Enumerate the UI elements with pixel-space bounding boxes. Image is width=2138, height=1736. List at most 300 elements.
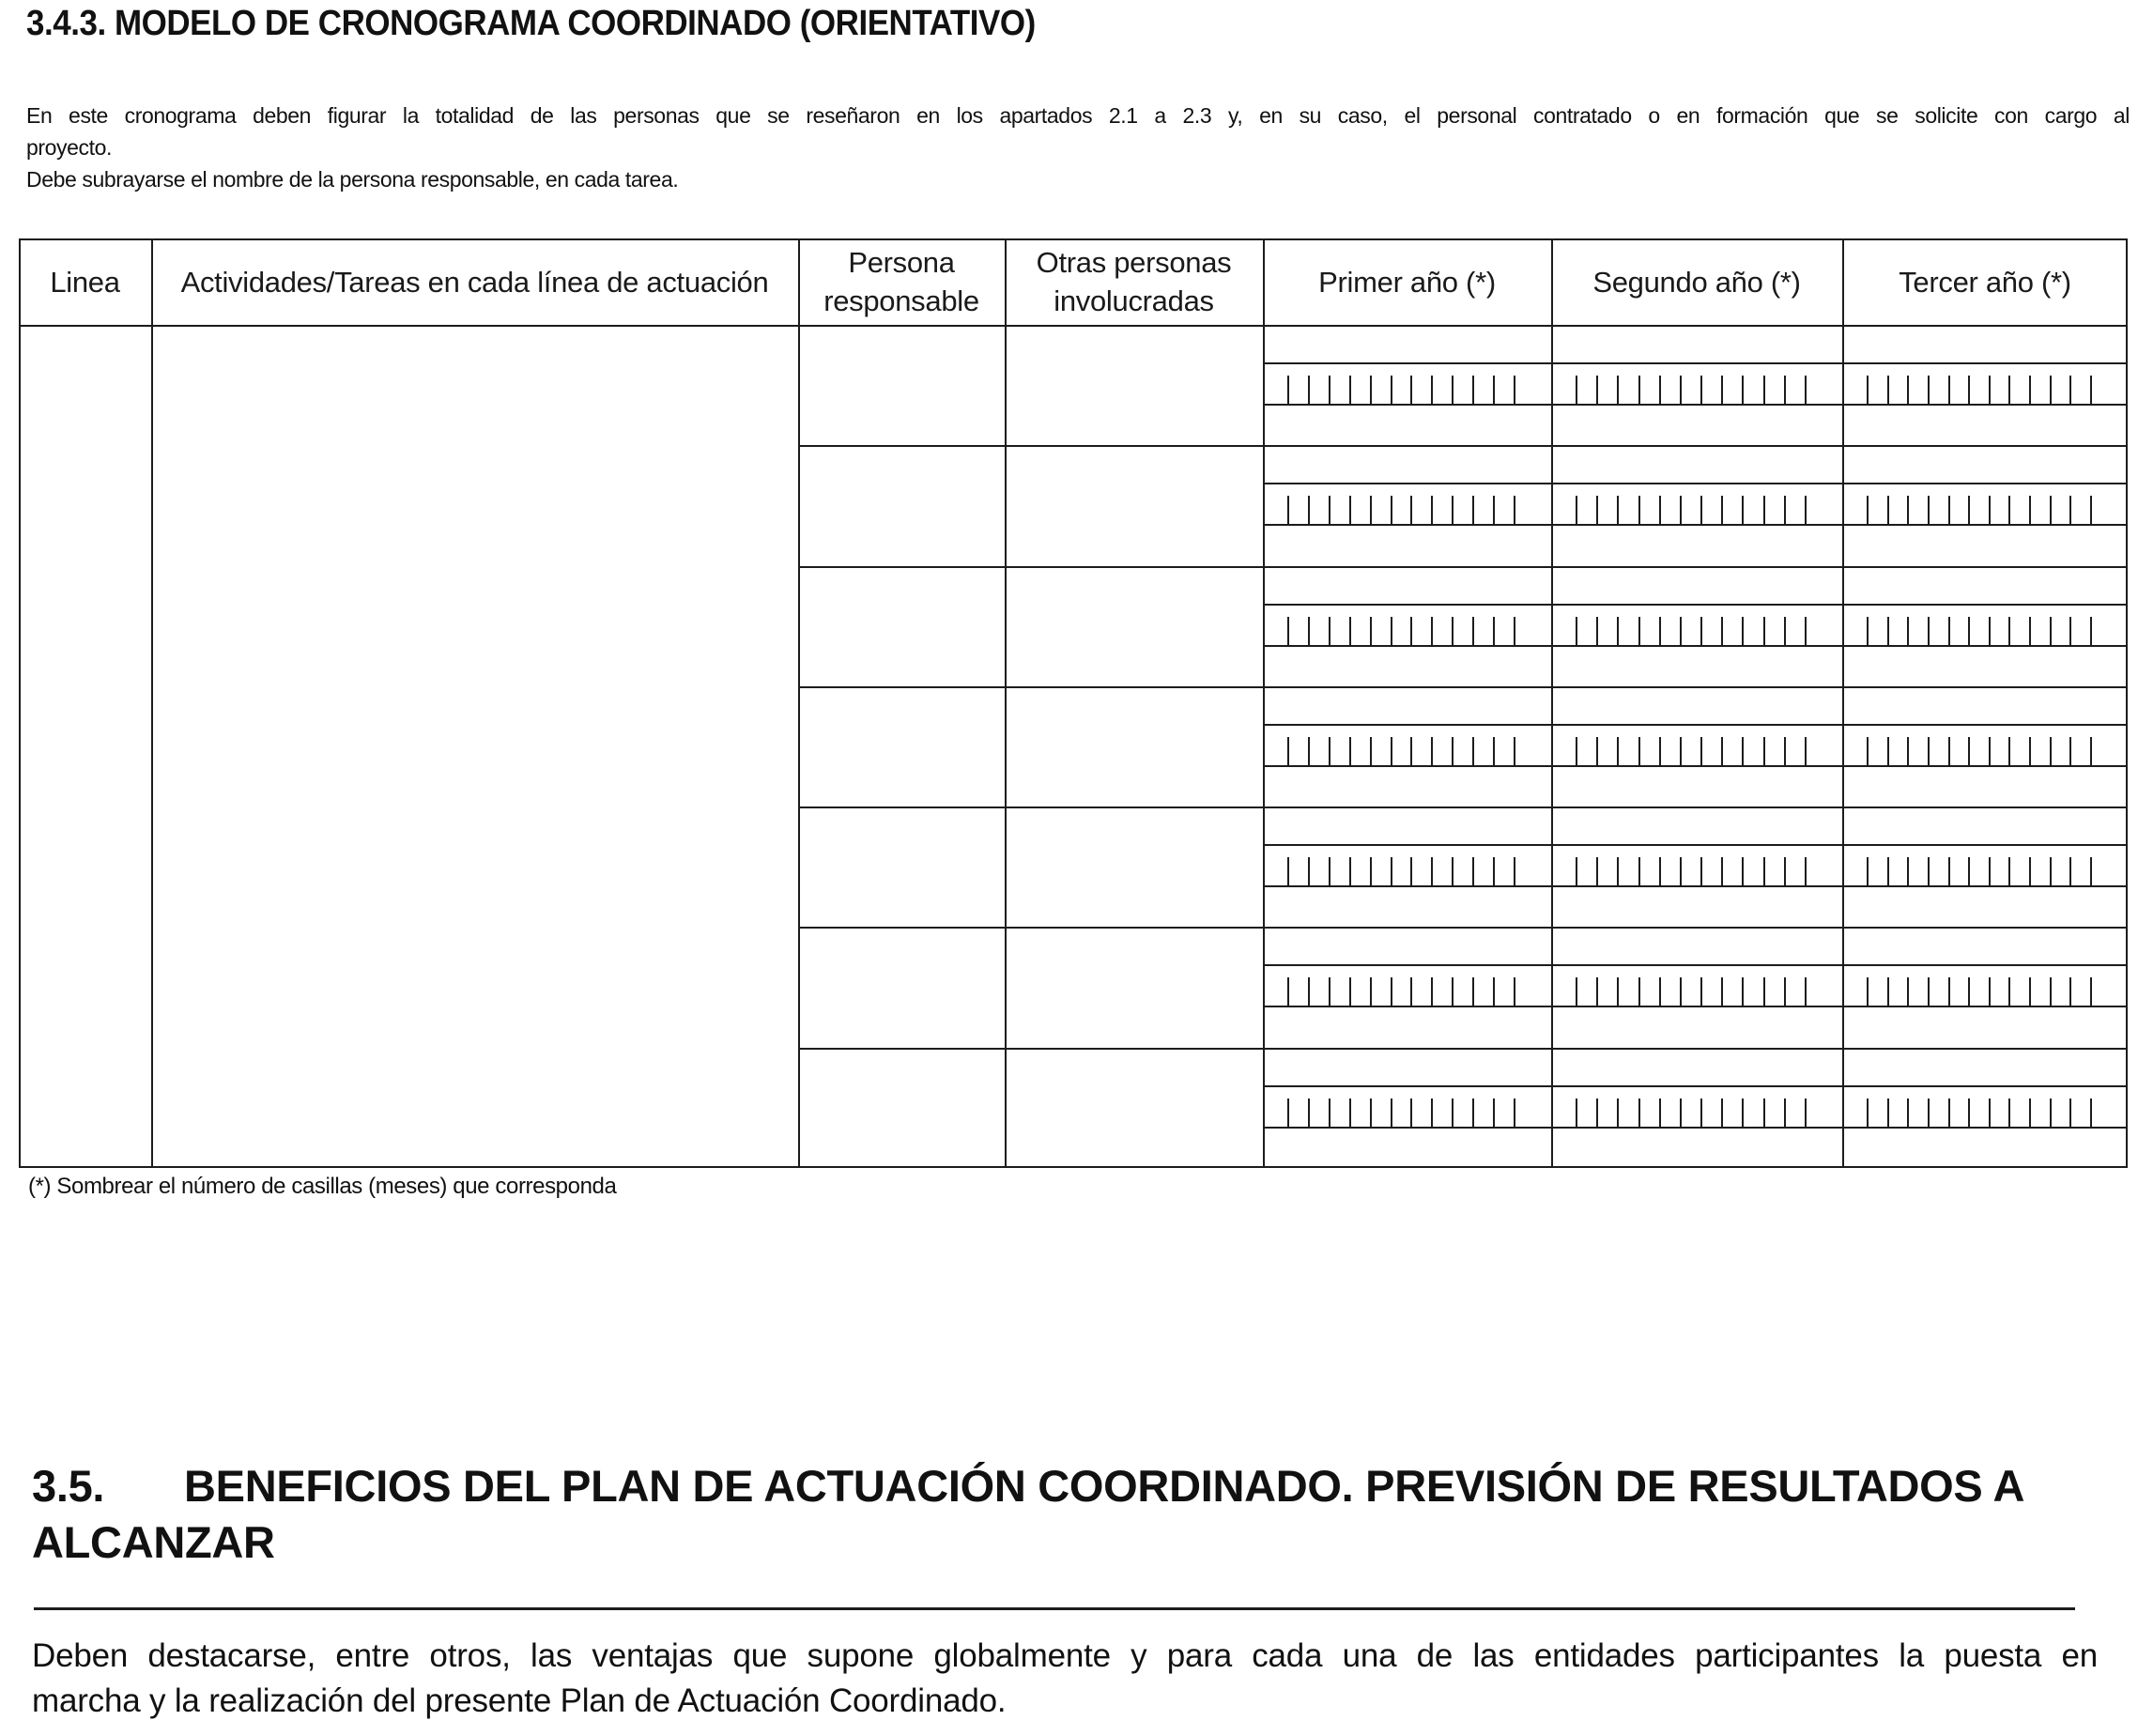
month-cell-tick[interactable] [1784,617,1786,645]
month-cell-tick[interactable] [1659,496,1661,524]
month-cell-tick[interactable] [1763,1098,1765,1127]
month-cell-tick[interactable] [1721,496,1723,524]
month-cell-tick[interactable] [1514,737,1515,765]
month-cell-tick[interactable] [1349,617,1351,645]
month-cell-tick[interactable] [2029,977,2031,1006]
month-cell-tick[interactable] [1989,496,1991,524]
month-cell-tick[interactable] [1308,617,1310,645]
month-cell-tick[interactable] [1968,977,1970,1006]
month-cell-tick[interactable] [1805,376,1807,404]
month-cell-tick[interactable] [1989,737,1991,765]
month-cell-tick[interactable] [1784,857,1786,885]
month-strip-bottom [1263,524,1551,526]
month-cell-tick[interactable] [1308,376,1310,404]
table-border-left [19,238,21,1168]
month-cell-tick[interactable] [1948,737,1950,765]
month-cell-tick[interactable] [1763,857,1765,885]
month-cell-tick[interactable] [1867,496,1869,524]
month-cell-tick[interactable] [1867,617,1869,645]
month-strip-top [1551,844,1842,846]
month-cell-tick[interactable] [1472,496,1474,524]
month-cell-tick[interactable] [2008,496,2010,524]
month-cell-tick[interactable] [2008,1098,2010,1127]
month-cell-tick[interactable] [2069,857,2071,885]
month-cell-tick[interactable] [1887,496,1889,524]
month-cell-tick[interactable] [1349,496,1351,524]
month-cell-tick[interactable] [1617,857,1619,885]
month-cell-tick[interactable] [1989,857,1991,885]
month-cell-tick[interactable] [1907,496,1909,524]
month-cell-tick[interactable] [1472,617,1474,645]
month-cell-tick[interactable] [1867,857,1869,885]
month-cell-tick[interactable] [1329,496,1330,524]
month-cell-tick[interactable] [1410,376,1412,404]
month-cell-tick[interactable] [1742,1098,1744,1127]
month-cell-tick[interactable] [1763,617,1765,645]
month-cell-tick[interactable] [1617,617,1619,645]
month-cell-tick[interactable] [1907,977,1909,1006]
month-cell-tick[interactable] [1576,496,1577,524]
month-strip-bottom [1551,524,1842,526]
month-cell-tick[interactable] [1349,737,1351,765]
section-title-35 [32,1458,2079,1571]
month-strip-top [1551,964,1842,966]
month-cell-tick[interactable] [1948,617,1950,645]
month-strip-bottom [1551,404,1842,406]
month-cell-tick[interactable] [1700,857,1702,885]
month-cell-tick[interactable] [1617,1098,1619,1127]
month-cell-tick[interactable] [1308,977,1310,1006]
month-cell-tick[interactable] [1928,376,1930,404]
month-cell-tick[interactable] [1805,737,1807,765]
month-cell-tick[interactable] [1370,617,1372,645]
month-cell-tick[interactable] [2029,737,2031,765]
month-cell-tick[interactable] [1805,1098,1807,1127]
month-cell-tick[interactable] [1452,376,1454,404]
month-cell-tick[interactable] [1887,977,1889,1006]
month-cell-tick[interactable] [1742,977,1744,1006]
section-number-35: 3.5. [32,1461,105,1511]
intro-line-1: En este cronograma deben figurar la totalidad de las personas que se reseñaron en los apartados 2.1 a 2.3 y, en su caso, el personal contratado o en formación que se solicite con cargo al [26,103,2130,128]
month-cell-tick[interactable] [1410,857,1412,885]
month-cell-tick[interactable] [1700,977,1702,1006]
month-cell-tick[interactable] [1452,977,1454,1006]
month-cell-tick[interactable] [1680,857,1682,885]
month-cell-tick[interactable] [1308,1098,1310,1127]
month-cell-tick[interactable] [1763,977,1765,1006]
month-cell-tick[interactable] [1742,376,1744,404]
month-cell-tick[interactable] [1763,737,1765,765]
month-cell-tick[interactable] [1410,617,1412,645]
month-cell-tick[interactable] [1370,1098,1372,1127]
month-cell-tick[interactable] [1805,857,1807,885]
month-cell-tick[interactable] [1784,376,1786,404]
month-cell-tick[interactable] [1928,617,1930,645]
month-strip-bottom [1842,404,2128,406]
section-intro [26,100,2130,195]
month-strip-bottom [1551,885,1842,887]
month-cell-tick[interactable] [1349,376,1351,404]
month-cell-tick[interactable] [2069,737,2071,765]
header-actividades: Actividades/Tareas en cada línea de actuación [180,265,769,299]
month-cell-tick[interactable] [2050,1098,2052,1127]
month-cell-tick[interactable] [1784,1098,1786,1127]
month-cell-tick[interactable] [1928,977,1930,1006]
month-cell-tick[interactable] [1452,857,1454,885]
month-cell-tick[interactable] [1784,737,1786,765]
month-cell-tick[interactable] [2069,977,2071,1006]
month-cell-tick[interactable] [1287,737,1289,765]
month-cell-tick[interactable] [1948,977,1950,1006]
month-cell-tick[interactable] [1431,737,1433,765]
month-cell-tick[interactable] [1410,977,1412,1006]
month-cell-tick[interactable] [1514,496,1515,524]
month-cell-tick[interactable] [1742,617,1744,645]
month-cell-tick[interactable] [1472,1098,1474,1127]
month-cell-tick[interactable] [1907,617,1909,645]
month-cell-tick[interactable] [1742,857,1744,885]
month-cell-tick[interactable] [1576,977,1577,1006]
month-cell-tick[interactable] [1391,617,1392,645]
month-cell-tick[interactable] [1472,857,1474,885]
row-divider [798,686,2128,688]
month-cell-tick[interactable] [2090,1098,2092,1127]
month-cell-tick[interactable] [1721,737,1723,765]
month-cell-tick[interactable] [1287,977,1289,1006]
month-cell-tick[interactable] [1287,376,1289,404]
table-border-bottom [19,1166,2128,1168]
month-strip-bottom [1263,1127,1551,1129]
month-cell-tick[interactable] [1431,496,1433,524]
month-cell-tick[interactable] [1391,857,1392,885]
month-cell-tick[interactable] [1907,737,1909,765]
month-cell-tick[interactable] [1700,376,1702,404]
month-cell-tick[interactable] [1700,737,1702,765]
month-cell-tick[interactable] [2029,857,2031,885]
body-line-2: marcha y la realización del presente Plan de Actuación Coordinado. [32,1682,1007,1719]
month-cell-tick[interactable] [1410,496,1412,524]
month-strip-top [1842,604,2128,606]
month-strip-bottom [1551,765,1842,767]
month-cell-tick[interactable] [1329,737,1330,765]
month-cell-tick[interactable] [1700,1098,1702,1127]
month-cell-tick[interactable] [2090,857,2092,885]
month-cell-tick[interactable] [1948,857,1950,885]
month-cell-tick[interactable] [1514,977,1515,1006]
month-strip-top [1551,483,1842,484]
month-cell-tick[interactable] [1968,617,1970,645]
month-cell-tick[interactable] [1287,496,1289,524]
month-cell-tick[interactable] [1576,857,1577,885]
section-rule [34,1607,2075,1610]
header-segundo-ano: Segundo año (*) [1592,265,1801,299]
month-cell-tick[interactable] [1493,376,1495,404]
month-cell-tick[interactable] [1576,737,1577,765]
month-cell-tick[interactable] [1638,496,1640,524]
month-cell-tick[interactable] [1493,977,1495,1006]
month-cell-tick[interactable] [1867,1098,1869,1127]
month-cell-tick[interactable] [1576,376,1577,404]
month-cell-tick[interactable] [1349,1098,1351,1127]
month-cell-tick[interactable] [1680,376,1682,404]
month-cell-tick[interactable] [1472,737,1474,765]
month-cell-tick[interactable] [1928,1098,1930,1127]
month-cell-tick[interactable] [1431,617,1433,645]
month-cell-tick[interactable] [2029,1098,2031,1127]
month-cell-tick[interactable] [1514,1098,1515,1127]
month-cell-tick[interactable] [1452,737,1454,765]
month-cell-tick[interactable] [2050,496,2052,524]
month-strip-bottom [1842,524,2128,526]
month-cell-tick[interactable] [1680,617,1682,645]
month-cell-tick[interactable] [1659,857,1661,885]
month-cell-tick[interactable] [1638,737,1640,765]
month-cell-tick[interactable] [1721,617,1723,645]
month-cell-tick[interactable] [1887,617,1889,645]
month-cell-tick[interactable] [1763,496,1765,524]
month-strip-top [1842,483,2128,484]
month-cell-tick[interactable] [1721,1098,1723,1127]
month-cell-tick[interactable] [1887,376,1889,404]
month-cell-tick[interactable] [1370,857,1372,885]
month-cell-tick[interactable] [1638,977,1640,1006]
header-divider [19,325,2128,327]
month-cell-tick[interactable] [2029,496,2031,524]
header-otras-personas: Otras personas involucradas [1036,246,1232,317]
month-cell-tick[interactable] [1948,496,1950,524]
month-cell-tick[interactable] [1329,376,1330,404]
month-cell-tick[interactable] [2008,977,2010,1006]
month-cell-tick[interactable] [1410,737,1412,765]
month-cell-tick[interactable] [1638,376,1640,404]
month-cell-tick[interactable] [1867,376,1869,404]
month-cell-tick[interactable] [2008,376,2010,404]
month-cell-tick[interactable] [1596,496,1598,524]
month-cell-tick[interactable] [1659,376,1661,404]
month-cell-tick[interactable] [1493,496,1495,524]
month-cell-tick[interactable] [1659,977,1661,1006]
month-cell-tick[interactable] [1989,1098,1991,1127]
month-cell-tick[interactable] [1659,737,1661,765]
month-strip-bottom [1263,645,1551,647]
month-cell-tick[interactable] [1617,737,1619,765]
month-strip-bottom [1551,645,1842,647]
month-cell-tick[interactable] [1391,496,1392,524]
month-cell-tick[interactable] [1287,1098,1289,1127]
month-strip-bottom [1842,645,2128,647]
month-cell-tick[interactable] [1907,857,1909,885]
month-cell-tick[interactable] [1329,977,1330,1006]
month-cell-tick[interactable] [1638,857,1640,885]
month-cell-tick[interactable] [1721,376,1723,404]
month-strip-bottom [1263,765,1551,767]
month-cell-tick[interactable] [1742,496,1744,524]
month-strip-top [1263,724,1551,726]
month-strip-bottom [1551,1127,1842,1129]
month-cell-tick[interactable] [1308,857,1310,885]
month-cell-tick[interactable] [1680,496,1682,524]
column-divider [1005,238,1007,1168]
month-cell-tick[interactable] [2090,496,2092,524]
month-cell-tick[interactable] [1514,857,1515,885]
month-cell-tick[interactable] [1596,1098,1598,1127]
column-divider [1263,238,1265,1168]
month-strip-bottom [1842,1127,2128,1129]
month-cell-tick[interactable] [1287,857,1289,885]
month-cell-tick[interactable] [1948,1098,1950,1127]
month-cell-tick[interactable] [2069,1098,2071,1127]
month-cell-tick[interactable] [1410,1098,1412,1127]
month-cell-tick[interactable] [1784,496,1786,524]
month-cell-tick[interactable] [2069,496,2071,524]
month-strip-bottom [1263,404,1551,406]
month-strip-bottom [1551,1006,1842,1007]
month-cell-tick[interactable] [2069,617,2071,645]
month-cell-tick[interactable] [1596,376,1598,404]
month-cell-tick[interactable] [1514,617,1515,645]
month-cell-tick[interactable] [1452,617,1454,645]
month-cell-tick[interactable] [1472,376,1474,404]
month-cell-tick[interactable] [1514,376,1515,404]
month-cell-tick[interactable] [1867,737,1869,765]
month-cell-tick[interactable] [1968,376,1970,404]
month-cell-tick[interactable] [1493,857,1495,885]
month-cell-tick[interactable] [1659,1098,1661,1127]
month-cell-tick[interactable] [1329,1098,1330,1127]
month-cell-tick[interactable] [1680,1098,1682,1127]
month-cell-tick[interactable] [1617,496,1619,524]
month-cell-tick[interactable] [1617,376,1619,404]
month-cell-tick[interactable] [1867,977,1869,1006]
month-cell-tick[interactable] [2090,977,2092,1006]
month-cell-tick[interactable] [1391,977,1392,1006]
month-cell-tick[interactable] [1391,376,1392,404]
month-cell-tick[interactable] [1680,737,1682,765]
month-cell-tick[interactable] [1576,1098,1577,1127]
month-cell-tick[interactable] [1349,857,1351,885]
month-cell-tick[interactable] [1680,977,1682,1006]
month-cell-tick[interactable] [1370,496,1372,524]
table-border-top [19,238,2128,240]
month-cell-tick[interactable] [1805,617,1807,645]
month-cell-tick[interactable] [1805,496,1807,524]
month-cell-tick[interactable] [1287,617,1289,645]
month-cell-tick[interactable] [1784,977,1786,1006]
month-cell-tick[interactable] [2008,617,2010,645]
month-cell-tick[interactable] [1948,376,1950,404]
month-cell-tick[interactable] [1370,376,1372,404]
month-cell-tick[interactable] [1721,857,1723,885]
month-cell-tick[interactable] [2029,376,2031,404]
month-cell-tick[interactable] [1989,977,1991,1006]
month-cell-tick[interactable] [2090,617,2092,645]
month-cell-tick[interactable] [1472,977,1474,1006]
month-cell-tick[interactable] [2090,737,2092,765]
month-cell-tick[interactable] [1907,376,1909,404]
month-cell-tick[interactable] [1452,1098,1454,1127]
row-divider [798,1048,2128,1050]
month-cell-tick[interactable] [1968,857,1970,885]
month-cell-tick[interactable] [1308,496,1310,524]
month-cell-tick[interactable] [2050,857,2052,885]
month-cell-tick[interactable] [1928,496,1930,524]
month-strip-top [1842,844,2128,846]
month-cell-tick[interactable] [1576,617,1577,645]
month-cell-tick[interactable] [1887,1098,1889,1127]
column-divider [1842,238,1844,1168]
month-cell-tick[interactable] [1452,496,1454,524]
month-cell-tick[interactable] [1742,737,1744,765]
month-cell-tick[interactable] [1493,1098,1495,1127]
month-cell-tick[interactable] [1329,857,1330,885]
month-cell-tick[interactable] [2050,737,2052,765]
month-cell-tick[interactable] [2069,376,2071,404]
month-cell-tick[interactable] [2090,376,2092,404]
month-cell-tick[interactable] [1928,857,1930,885]
month-cell-tick[interactable] [2050,376,2052,404]
month-cell-tick[interactable] [1989,376,1991,404]
month-cell-tick[interactable] [1763,376,1765,404]
month-cell-tick[interactable] [1805,977,1807,1006]
month-cell-tick[interactable] [1349,977,1351,1006]
month-cell-tick[interactable] [1308,737,1310,765]
month-cell-tick[interactable] [1596,617,1598,645]
month-cell-tick[interactable] [1659,617,1661,645]
month-cell-tick[interactable] [1329,617,1330,645]
month-cell-tick[interactable] [2050,977,2052,1006]
month-cell-tick[interactable] [1638,617,1640,645]
month-cell-tick[interactable] [1493,737,1495,765]
month-cell-tick[interactable] [1596,737,1598,765]
month-cell-tick[interactable] [1431,1098,1433,1127]
month-cell-tick[interactable] [1721,977,1723,1006]
month-cell-tick[interactable] [1596,977,1598,1006]
month-cell-tick[interactable] [1989,617,1991,645]
month-cell-tick[interactable] [1928,737,1930,765]
month-cell-tick[interactable] [1431,376,1433,404]
month-cell-tick[interactable] [1370,737,1372,765]
month-cell-tick[interactable] [1968,1098,1970,1127]
month-strip-top [1551,604,1842,606]
month-cell-tick[interactable] [2050,617,2052,645]
month-cell-tick[interactable] [1968,496,1970,524]
section-title-35-line1: BENEFICIOS DEL PLAN DE ACTUACIÓN COORDINADO. PREVISIÓN DE RESULTADOS A [184,1461,2025,1511]
month-cell-tick[interactable] [2008,737,2010,765]
month-strip-top [1551,724,1842,726]
month-cell-tick[interactable] [2008,857,2010,885]
month-cell-tick[interactable] [1700,617,1702,645]
month-cell-tick[interactable] [1887,857,1889,885]
month-cell-tick[interactable] [1968,737,1970,765]
month-cell-tick[interactable] [1907,1098,1909,1127]
month-cell-tick[interactable] [1391,1098,1392,1127]
month-cell-tick[interactable] [1370,977,1372,1006]
month-strip-top [1842,362,2128,364]
month-cell-tick[interactable] [1887,737,1889,765]
month-cell-tick[interactable] [1493,617,1495,645]
month-cell-tick[interactable] [1596,857,1598,885]
month-cell-tick[interactable] [1638,1098,1640,1127]
month-cell-tick[interactable] [1431,857,1433,885]
month-cell-tick[interactable] [1431,977,1433,1006]
month-cell-tick[interactable] [1391,737,1392,765]
month-cell-tick[interactable] [1700,496,1702,524]
month-strip-bottom [1842,1006,2128,1007]
month-cell-tick[interactable] [1617,977,1619,1006]
row-divider [798,807,2128,808]
month-strip-bottom [1263,1006,1551,1007]
month-cell-tick[interactable] [2029,617,2031,645]
